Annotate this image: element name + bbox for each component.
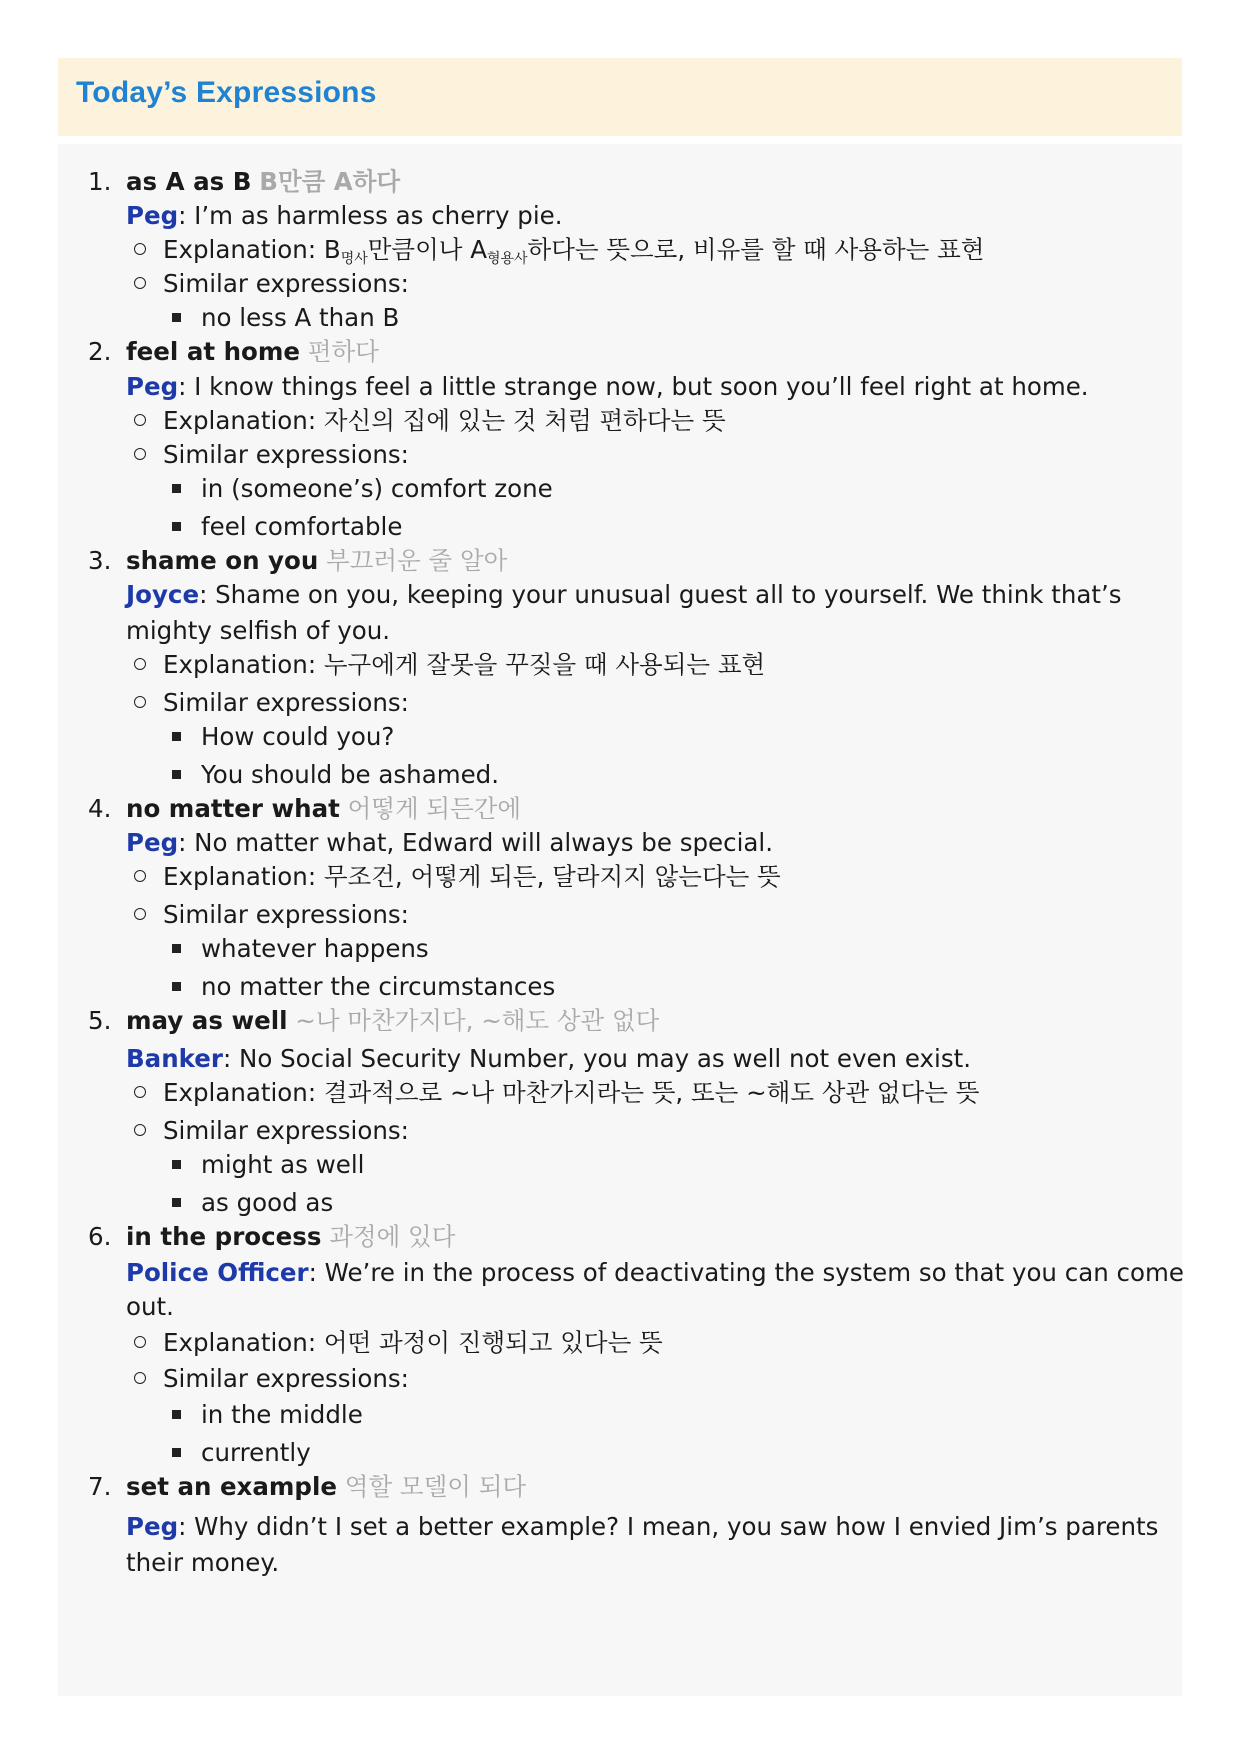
explanation-text: 누구에게 잘못을 꾸짖을 때 사용되는 표현 — [323, 650, 766, 679]
speaker-name: Peg — [126, 372, 179, 401]
similar-expression: You should be ashamed. — [201, 760, 499, 789]
similar-label: Similar expressions: — [163, 1116, 409, 1145]
hollow-bullet-icon — [134, 1372, 146, 1384]
hollow-bullet-icon — [134, 1124, 146, 1136]
square-bullet-icon — [172, 732, 181, 741]
item-number: 5. — [88, 1006, 112, 1035]
dialogue-quote — [126, 578, 1122, 612]
similar-expression: no less A than B — [201, 303, 400, 332]
item-number: 2. — [88, 337, 112, 366]
expression-phrase: in the process — [126, 1222, 322, 1251]
hollow-bullet-icon — [134, 870, 146, 882]
expression-title — [126, 544, 507, 578]
quote-text: : Why didn’t I set a better example? I mean, you saw how I envied Jim’s parents — [178, 1512, 1159, 1541]
quote-continuation: mighty selfish of you. — [126, 616, 391, 645]
expression-title — [126, 1004, 659, 1038]
hollow-bullet-icon — [134, 1336, 146, 1348]
explanation-label: Explanation: — [163, 1078, 324, 1107]
expression-title — [126, 1470, 526, 1504]
explanation-text: 하다는 뜻으로, 비유를 할 때 사용하는 표현 — [527, 235, 985, 264]
expression-meaning: B만큼 A하다 — [259, 167, 401, 196]
grammar-subscript: 형용사 — [486, 251, 528, 267]
square-bullet-icon — [172, 313, 181, 322]
quote-continuation: out. — [126, 1292, 174, 1321]
expression-title — [126, 335, 379, 369]
similar-label: Similar expressions: — [163, 269, 409, 298]
explanation-line — [163, 1076, 979, 1110]
expressions-list — [58, 144, 1182, 1696]
dialogue-quote — [126, 1256, 1184, 1290]
quote-text: : No Social Security Number, you may as well not even exist. — [222, 1044, 971, 1073]
hollow-bullet-icon — [134, 658, 146, 670]
similar-label: Similar expressions: — [163, 688, 409, 717]
hollow-bullet-icon — [134, 1086, 146, 1098]
speaker-name: Peg — [126, 201, 179, 230]
similar-label: Similar expressions: — [163, 1364, 409, 1393]
speaker-name: Peg — [126, 828, 179, 857]
expression-meaning: 편하다 — [307, 337, 379, 366]
dialogue-quote — [126, 370, 1089, 404]
expression-phrase: no matter what — [126, 794, 340, 823]
explanation-text: 무조건, 어떻게 되든, 달라지지 않는다는 뜻 — [323, 862, 781, 891]
quote-text: : We’re in the process of deactivating the system so that you can come — [308, 1258, 1184, 1287]
similar-label: Similar expressions: — [163, 900, 409, 929]
explanation-label: Explanation: — [163, 235, 324, 264]
explanation-text: 어떤 과정이 진행되고 있다는 뜻 — [323, 1328, 663, 1357]
similar-expression: in (someone’s) comfort zone — [201, 474, 553, 503]
item-number: 3. — [88, 546, 112, 575]
explanation-line — [163, 648, 765, 682]
item-number: 1. — [88, 167, 112, 196]
quote-text: : I know things feel a little strange now, but soon you’ll feel right at home. — [178, 372, 1089, 401]
expression-title — [126, 165, 400, 199]
expression-phrase: as A as B — [126, 167, 252, 196]
speaker-name: Peg — [126, 1512, 179, 1541]
explanation-text: 결과적으로 ~나 마찬가지라는 뜻, 또는 ~해도 상관 없다는 뜻 — [323, 1078, 980, 1107]
expression-title — [126, 792, 521, 826]
dialogue-quote — [126, 826, 773, 860]
square-bullet-icon — [172, 1410, 181, 1419]
hollow-bullet-icon — [134, 908, 146, 920]
speaker-name: Joyce — [126, 580, 200, 609]
square-bullet-icon — [172, 1160, 181, 1169]
expression-phrase: shame on you — [126, 546, 319, 575]
square-bullet-icon — [172, 1448, 181, 1457]
quote-continuation: their money. — [126, 1548, 280, 1577]
speaker-name: Police Officer — [126, 1258, 309, 1287]
square-bullet-icon — [172, 982, 181, 991]
item-number: 6. — [88, 1222, 112, 1251]
hollow-bullet-icon — [134, 696, 146, 708]
dialogue-quote — [126, 199, 563, 233]
expression-phrase: set an example — [126, 1472, 337, 1501]
grammar-subscript: 명사 — [340, 251, 368, 267]
similar-expression: as good as — [201, 1188, 334, 1217]
expression-meaning: 과정에 있다 — [329, 1222, 456, 1251]
similar-expression: no matter the circumstances — [201, 972, 556, 1001]
expression-meaning: 부끄러운 줄 알아 — [326, 546, 508, 575]
square-bullet-icon — [172, 1198, 181, 1207]
item-number: 4. — [88, 794, 112, 823]
explanation-line — [163, 404, 726, 438]
expression-meaning: 역할 모델이 되다 — [344, 1472, 527, 1501]
section-title: Today’s Expressions — [76, 76, 377, 109]
expression-title — [126, 1220, 455, 1254]
hollow-bullet-icon — [134, 414, 146, 426]
hollow-bullet-icon — [134, 277, 146, 289]
item-number: 7. — [88, 1472, 112, 1501]
similar-expression: in the middle — [201, 1400, 363, 1429]
expression-phrase: feel at home — [126, 337, 301, 366]
explanation-label: Explanation: — [163, 1328, 324, 1357]
similar-expression: feel comfortable — [201, 512, 403, 541]
speaker-name: Banker — [126, 1044, 223, 1073]
similar-expression: How could you? — [201, 722, 395, 751]
similar-expression: might as well — [201, 1150, 365, 1179]
expression-meaning: ~나 마찬가지다, ~해도 상관 없다 — [295, 1006, 660, 1035]
expression-meaning: 어떻게 되든간에 — [347, 794, 522, 823]
quote-text: : I’m as harmless as cherry pie. — [178, 201, 563, 230]
explanation-text: 자신의 집에 있는 것 처럼 편하다는 뜻 — [323, 406, 726, 435]
explanation-label: Explanation: — [163, 862, 324, 891]
expression-phrase: may as well — [126, 1006, 288, 1035]
square-bullet-icon — [172, 522, 181, 531]
quote-text: : No matter what, Edward will always be special. — [178, 828, 773, 857]
explanation-text: B — [323, 235, 341, 264]
square-bullet-icon — [172, 484, 181, 493]
hollow-bullet-icon — [134, 448, 146, 460]
similar-label: Similar expressions: — [163, 440, 409, 469]
explanation-line — [163, 1326, 663, 1360]
dialogue-quote — [126, 1042, 971, 1076]
explanation-text: 만큼이나 A — [367, 235, 487, 264]
quote-text: : Shame on you, keeping your unusual guest all to yourself. We think that’s — [199, 580, 1122, 609]
hollow-bullet-icon — [134, 243, 146, 255]
square-bullet-icon — [172, 944, 181, 953]
section-header — [58, 58, 1182, 136]
dialogue-quote — [126, 1510, 1158, 1544]
square-bullet-icon — [172, 770, 181, 779]
explanation-line — [163, 233, 984, 267]
similar-expression: currently — [201, 1438, 311, 1467]
similar-expression: whatever happens — [201, 934, 429, 963]
explanation-label: Explanation: — [163, 650, 324, 679]
explanation-line — [163, 860, 781, 894]
explanation-label: Explanation: — [163, 406, 324, 435]
